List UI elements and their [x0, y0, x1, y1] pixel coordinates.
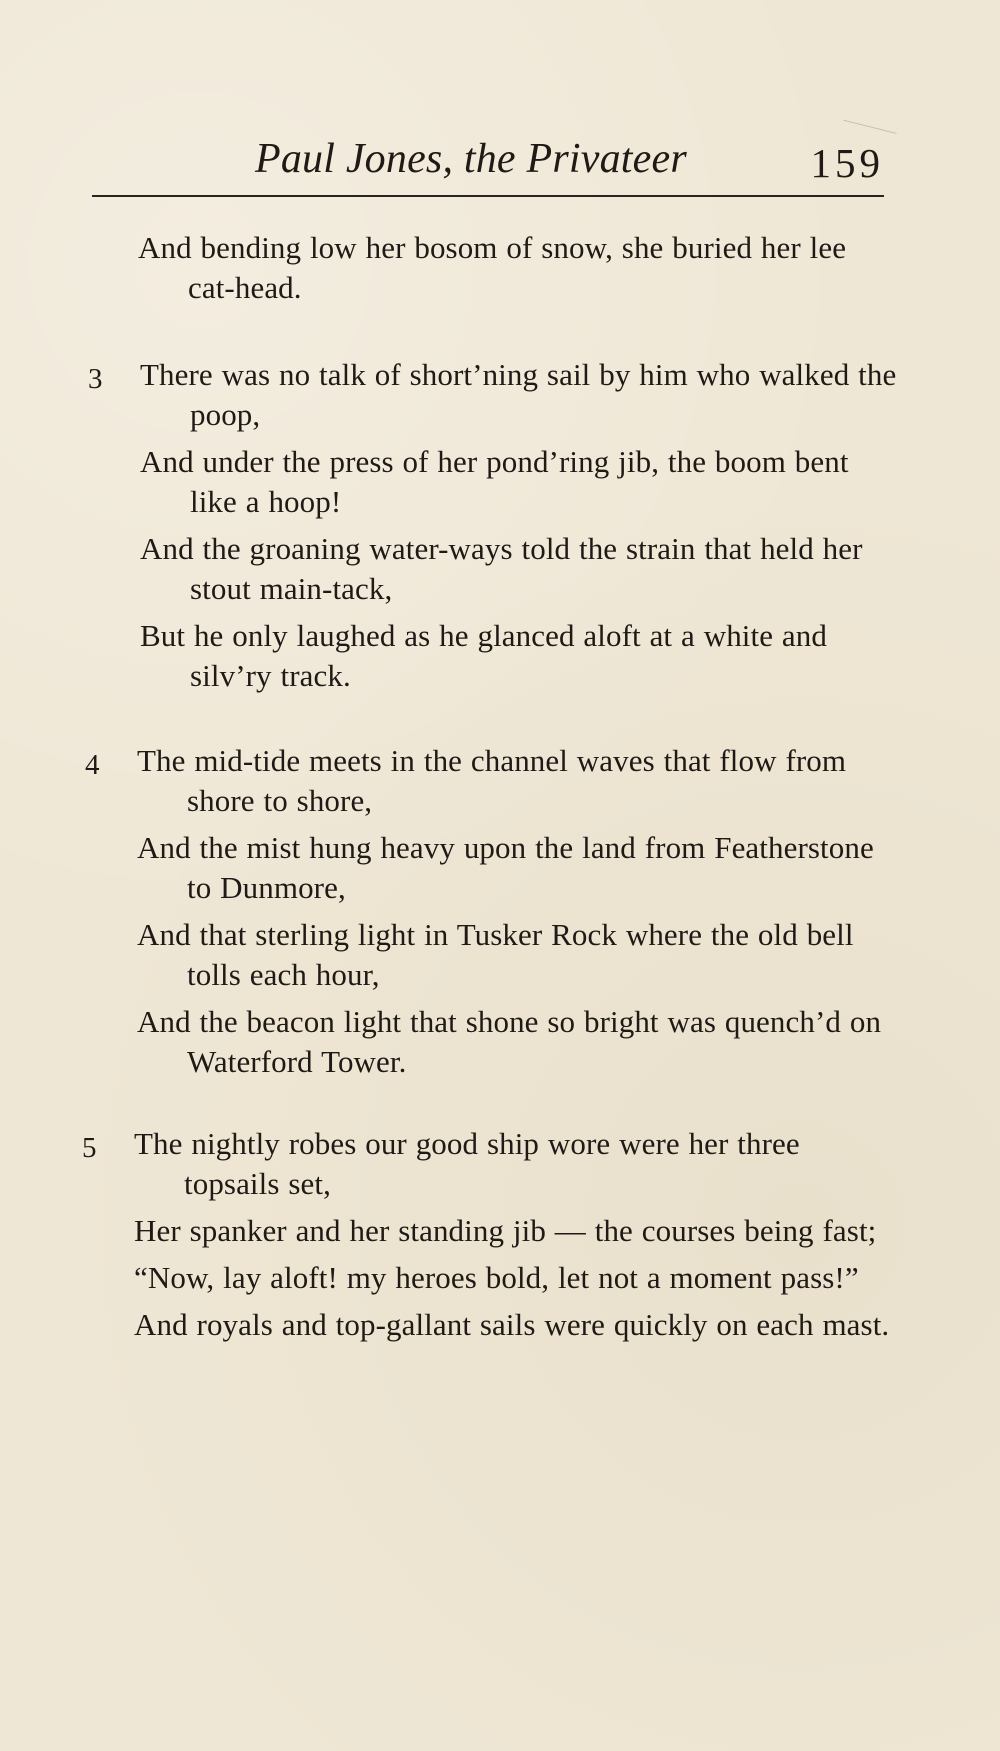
stanza-number: 5 [82, 1132, 97, 1164]
verse-line: There was no talk of short’ning sail by him who walked the poop, [140, 357, 897, 432]
verse-line: The mid-tide meets in the channel waves that flow from shore to shore, [137, 743, 847, 818]
verse-line: And that sterling light in Tusker Rock where the old bell tolls each hour, [137, 917, 854, 992]
verse-line: The nightly robes our good ship wore were her three topsails set, [134, 1126, 800, 1201]
verse-line: “Now, lay aloft! my heroes bold, let not a moment pass!” [134, 1260, 859, 1295]
verse-line: And the beacon light that shone so bright was quench’d on Waterford Tower. [137, 1004, 882, 1079]
stanza-number: 3 [88, 363, 103, 395]
page-number: 159 [810, 140, 884, 186]
verse-line: But he only laughed as he glanced aloft at a white and silv’ry track. [140, 618, 827, 693]
verse-line: And the groaning water-ways told the strain that held her stout main-tack, [140, 531, 863, 606]
verse-line: And the mist hung heavy upon the land from Featherstone to Dunmore, [137, 830, 874, 905]
verse-line: And royals and top-gallant sails were quickly on each mast. [134, 1307, 890, 1342]
continued-verse [138, 228, 898, 315]
stanza-lines [140, 355, 900, 703]
stanza-number: 4 [85, 749, 100, 781]
verse-line: And bending low her bosom of snow, she buried her lee cat-head. [138, 230, 847, 305]
verse-line: Her spanker and her standing jib — the courses being fast; [134, 1213, 877, 1248]
page-title: Paul Jones, the Privateer [255, 136, 687, 182]
stanza-lines [137, 741, 897, 1089]
verse-line: And under the press of her pond’ring jib, the boom bent like a hoop! [140, 444, 849, 519]
stanza-lines [134, 1124, 894, 1352]
